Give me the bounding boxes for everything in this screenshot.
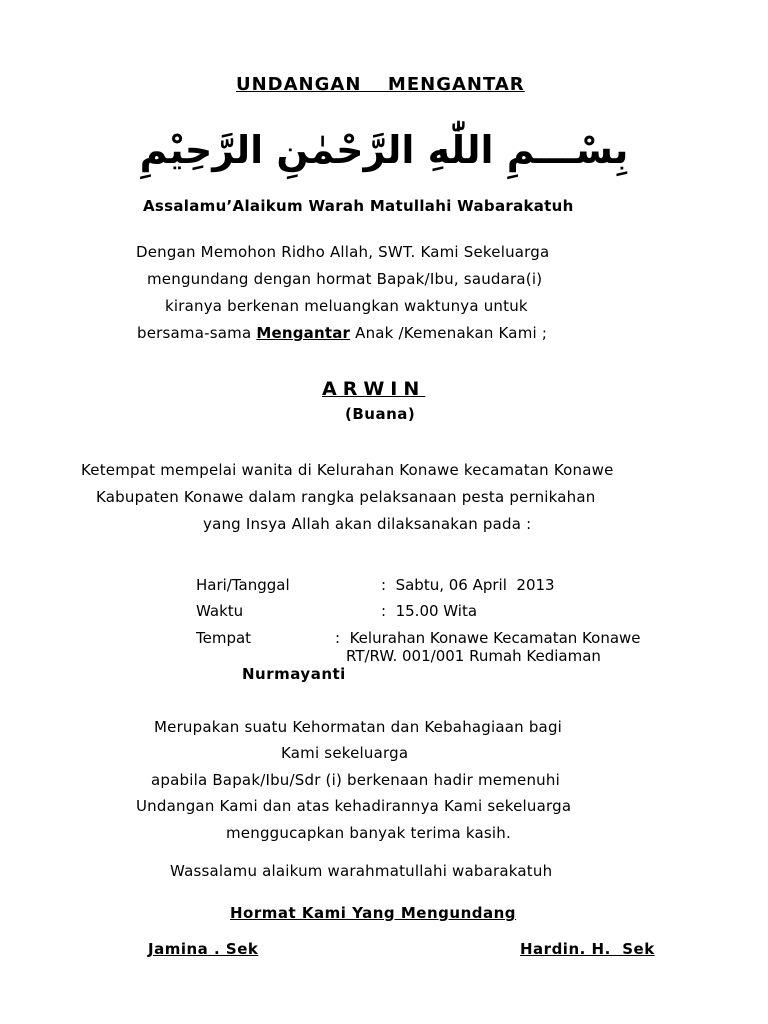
date-label: Hari/Tanggal (196, 576, 290, 594)
time-value: : 15.00 Wita (381, 602, 478, 620)
intro-emphasis-mengantar: Mengantar (256, 324, 351, 342)
intro-line-2: mengundang dengan hormat Bapak/Ibu, saudara(i) (147, 270, 543, 288)
intro-line-4-end: Anak /Kemenakan Kami ; (350, 324, 548, 342)
time-label: Waktu (196, 602, 244, 620)
date-value: : Sabtu, 06 April 2013 (381, 576, 555, 594)
place-value-line-1: : Kelurahan Konawe Kecamatan Konawe (335, 629, 641, 647)
closing-greeting: Wassalamu alaikum warahmatullahi wabarakatuh (170, 862, 553, 880)
groom-name: ARWIN (322, 378, 426, 400)
basmalah-calligraphy: بِسْـــمِ اللّٰهِ الرَّحْمٰنِ الرَّحِيْمِ (139, 128, 629, 172)
signature-heading: Hormat Kami Yang Mengundang (230, 904, 517, 922)
signer-right: Hardin. H. Sek (520, 940, 655, 958)
closing-line-1: Merupakan suatu Kehormatan dan Kebahagiaan bagi (154, 718, 563, 736)
signer-left: Jamina . Sek (148, 940, 259, 958)
place-owner-name: Nurmayanti (242, 665, 346, 683)
place-value-line-2: RT/RW. 001/001 Rumah Kediaman (346, 647, 601, 665)
intro-line-4-start: bersama-sama (137, 324, 257, 342)
intro-line-4 (137, 324, 547, 342)
purpose-line-2: Kabupaten Konawe dalam rangka pelaksanaan pesta pernikahan (96, 488, 596, 506)
groom-nickname: (Buana) (345, 405, 416, 423)
place-label: Tempat (196, 629, 252, 647)
intro-line-1: Dengan Memohon Ridho Allah, SWT. Kami Sekeluarga (136, 243, 550, 261)
closing-line-2: Kami sekeluarga (281, 744, 409, 762)
document-title: UNDANGAN MENGANTAR (236, 74, 525, 95)
purpose-line-1: Ketempat mempelai wanita di Kelurahan Konawe kecamatan Konawe (81, 461, 614, 479)
opening-greeting: Assalamu’Alaikum Warah Matullahi Wabarakatuh (143, 197, 574, 215)
intro-line-3: kiranya berkenan meluangkan waktunya untuk (165, 297, 528, 315)
purpose-line-3: yang Insya Allah akan dilaksanakan pada : (203, 515, 532, 533)
closing-line-5: menggucapkan banyak terima kasih. (226, 824, 511, 842)
closing-line-3: apabila Bapak/Ibu/Sdr (i) berkenaan hadir memenuhi (151, 771, 560, 789)
closing-line-4: Undangan Kami dan atas kehadirannya Kami sekeluarga (136, 797, 572, 815)
